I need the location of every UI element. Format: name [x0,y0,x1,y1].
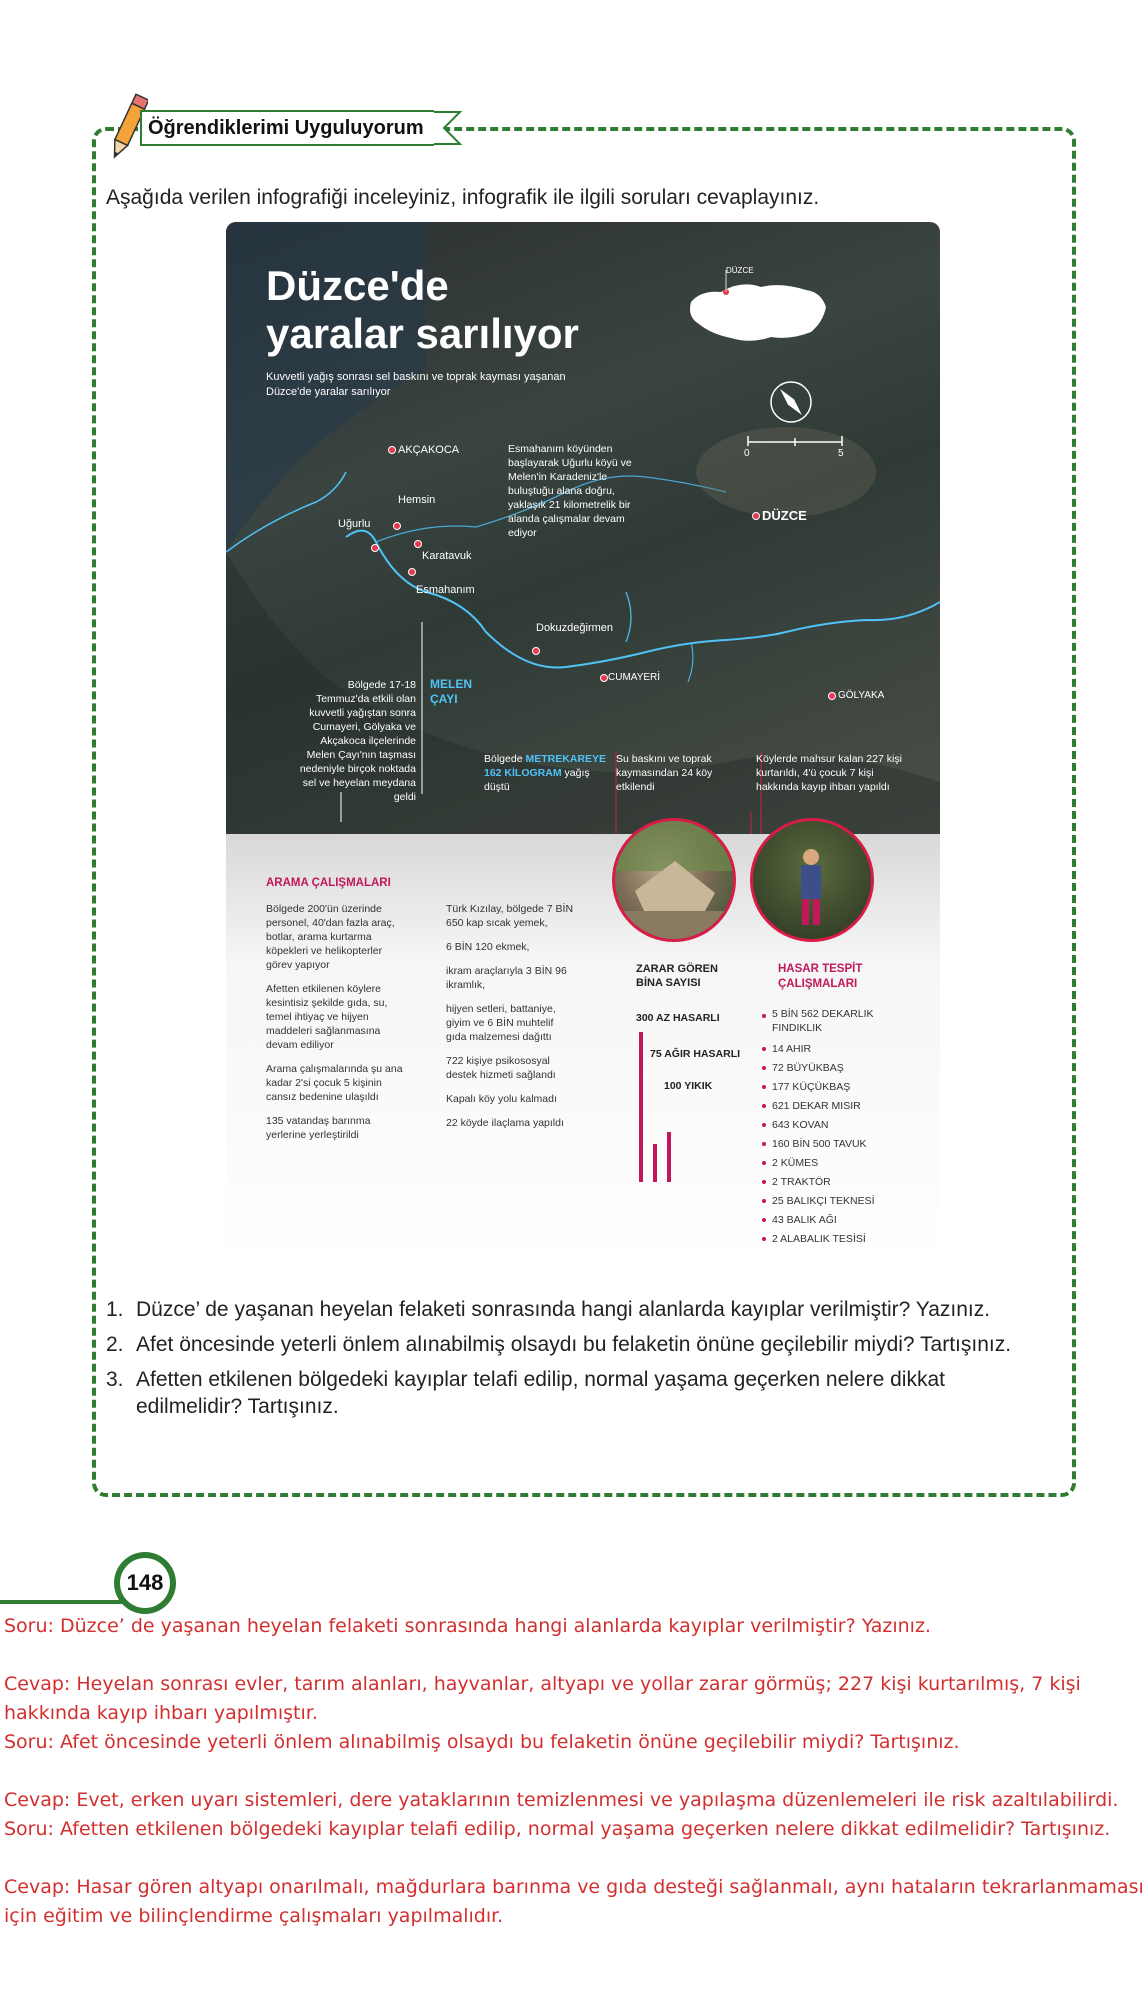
page-number: 148 [120,1558,170,1608]
rescue-worker-icon [753,821,871,939]
assessment-item: 177 KÜÇÜKBAŞ [762,1078,922,1097]
assessment-item: 2 ALABALIK TESİSİ [762,1230,922,1249]
search-item: Afetten etkilenen köylere kesintisiz şekilde gıda, su, temel ihtiyaç ve hijyen maddeleri sağlanmasına devam ediliyor [266,983,388,1051]
question-text: Afet öncesinde yeterli önlem alınabilmiş olsaydı bu felaketin önüne geçilebilir miydi? Tartışınız. [136,1333,1012,1356]
turkey-minimap [681,262,831,362]
note-rain-suffix: yağış düştü [484,767,590,793]
assessment-item: 621 DEKAR MISIR [762,1097,922,1116]
place-hemsin: Hemsin [398,494,436,506]
question-number: 2. [106,1333,124,1356]
note-rescued: Köylerde mahsur kalan 227 kişi kurtarıldı, 4'ü çocuk 7 kişi hakkında kayıp ihbarı yapıldı [756,753,902,793]
answer-text: Cevap: Heyelan sonrası evler, tarım alanları, hayvanlar, altyapı ve yollar zarar görmüş; 227 kişi kurtarılmış, 7 kişi hakkında kayıp ihbarı yapılmıştır. [4,1673,1081,1724]
place-duzce: DÜZCE [762,508,807,523]
damage-bar [639,1032,643,1182]
infographic [226,222,940,1262]
ribbon-tail [434,110,462,146]
map-marker [371,544,379,552]
damage-assessment-list [762,1007,922,1249]
question-number: 1. [106,1298,124,1321]
title-line-2: yaralar sarılıyor [266,310,579,357]
answer-question: Soru: Düzce’ de yaşanan heyelan felaketi sonrasında hangi alanlarda kayıplar verilmiştir? Yazınız. [4,1615,931,1637]
section-title: Öğrendiklerimi Uyguluyorum [140,110,434,146]
assessment-item: 5 BİN 562 DEKARLIK FINDIKLIK [762,1007,922,1035]
search-item: Bölgede 200'ün üzerinde personel, 40'dan fazla araç, botlar, arama kurtarma köpekleri ve helikopterler görev yapıyor [266,903,395,971]
assessment-item: 43 BALIK AĞI [762,1211,922,1230]
section-ribbon [140,110,462,146]
question-item [106,1296,1056,1323]
map-marker [388,446,396,454]
assessment-item: 14 AHIR [762,1040,922,1059]
river-label-line-1: MELEN [430,677,472,691]
assessment-item: 2 TRAKTÖR [762,1173,922,1192]
kizilay-item: 22 köyde ilaçlama yapıldı [446,1117,564,1129]
question-item [106,1331,1056,1358]
search-title: ARAMA ÇALIŞMALARI [266,877,391,889]
answer-text: Cevap: Hasar gören altyapı onarılmalı, mağdurlara barınma ve gıda desteği sağlanmalı, aynı hataların tekrarlanmaması için eğitim ve bilinçlendirme çalışmaları yapılmalıdır. [4,1876,1144,1927]
search-item: 135 vatandaş barınma yerlerine yerleştirildi [266,1115,371,1141]
place-esmahanim: Esmahanım [416,584,475,596]
scale-bar [746,434,846,448]
damage-item: 100 YIKIK [664,1080,713,1092]
damaged-buildings-title: ZARAR GÖREN BİNA SAYISI [636,963,718,989]
kizilay-item: hijyen setleri, battaniye, giyim ve 6 BİN muhtelif gıda malzemesi dağıttı [446,1003,556,1043]
river-label [430,677,472,707]
flood-photo [612,818,736,942]
note-work-area: Esmahanım köyünden başlayarak Uğurlu köyü ve Melen'in Karadeniz'le buluştuğu alana doğru, yaklaşık 21 kilometrelik bir alanda çalışmalar devam ediyor [508,443,632,539]
title-line-1: Düzce'de [266,262,449,309]
instruction-text: Aşağıda verilen infografiği inceleyiniz, infografik ile ilgili soruları cevaplayınız. [106,186,820,209]
note-rain-highlight: METREKAREYE 162 KİLOGRAM [484,753,606,779]
infographic-subtitle: Kuvvetli yağış sonrası sel baskını ve toprak kayması yaşanan Düzce'de yaralar sarılıyor [266,371,566,398]
search-column-2 [446,902,576,1140]
damage-bar [653,1144,657,1182]
assessment-item: 643 KOVAN [762,1116,922,1135]
place-karatavuk: Karatavuk [422,550,472,562]
damage-item: 300 AZ HASARLI [636,1012,720,1024]
minimap-label: DÜZCE [726,266,754,275]
answer-section [4,1612,1144,1931]
river-label-line-2: ÇAYI [430,692,458,706]
kizilay-item: Türk Kızılay, bölgede 7 BİN 650 kap sıcak yemek, [446,903,574,929]
answer-text: Cevap: Evet, erken uyarı sistemleri, dere yataklarının temizlenmesi ve yapılaşma düzenlemeleri ile risk azaltılabilirdi. [4,1789,1119,1811]
note-affected: Bölgede 17-18 Temmuz'da etkili olan kuvvetli yağıştan sonra Cumayeri, Gölyaka ve Akçakoca ilçelerinde Melen Çayı'nın taşması nedeniyle birçok noktada sel ve heyelan meydana geldi [299,679,416,803]
map-marker [408,568,416,576]
place-dokuzdegirmen: Dokuzdeğirmen [536,622,614,634]
assessment-item: 72 BÜYÜKBAŞ [762,1059,922,1078]
damage-item: 75 AĞIR HASARLI [650,1048,741,1060]
page-number-line [0,1600,130,1604]
collapsed-house-icon [615,821,733,939]
question-text: Afetten etkilenen bölgedeki kayıplar telafi edilip, normal yaşama geçerken nelere dikkat edilmelidir? Tartışınız. [136,1368,945,1418]
assessment-item: 2 KÜMES [762,1154,922,1173]
infographic-title [266,262,626,358]
place-golyaka: GÖLYAKA [838,690,885,701]
map-marker [752,512,760,520]
scale-start: 0 [744,448,750,459]
search-column-1 [266,902,406,1152]
damage-assessment-title: HASAR TESPİT ÇALIŞMALARI [778,963,863,990]
place-ugurlu: Uğurlu [338,518,371,530]
answer-question: Soru: Afet öncesinde yeterli önlem alınabilmiş olsaydı bu felaketin önüne geçilebilir miydi? Tartışınız. [4,1731,960,1753]
assessment-item: 160 BİN 500 TAVUK [762,1135,922,1154]
question-item [106,1366,1056,1420]
rescue-photo [750,818,874,942]
damage-bar [667,1132,671,1182]
note-rain-prefix: Bölgede [484,753,523,765]
place-akcakoca: AKÇAKOCA [398,444,460,456]
kizilay-item: ikram araçlarıyla 3 BİN 96 ikramlık, [446,965,567,991]
map-marker [532,647,540,655]
question-text: Düzce’ de yaşanan heyelan felaketi sonrasında hangi alanlarda kayıplar verilmiştir? Yazınız. [136,1298,991,1321]
note-villages: Su baskını ve toprak kaymasından 24 köy etkilendi [616,753,713,793]
kizilay-item: 722 kişiye psikososyal destek hizmeti sağlandı [446,1055,556,1081]
answer-question: Soru: Afetten etkilenen bölgedeki kayıplar telafi edilip, normal yaşama geçerken nelere dikkat edilmelidir? Tartışınız. [4,1818,1111,1840]
map-marker [828,692,836,700]
compass-icon [766,377,816,427]
search-item: Arama çalışmalarında şu ana kadar 2'si çocuk 5 kişinin cansız bedenine ulaşıldı [266,1063,403,1103]
place-cumayeri: CUMAYERİ [608,672,661,683]
question-list [106,1296,1056,1428]
note-rain [484,752,608,794]
map-marker [600,674,608,682]
kizilay-item: Kapalı köy yolu kalmadı [446,1093,557,1105]
assessment-item: 25 BALIKÇI TEKNESİ [762,1192,922,1211]
map-marker [393,522,401,530]
map-marker [414,540,422,548]
question-number: 3. [106,1368,124,1391]
kizilay-item: 6 BİN 120 ekmek, [446,941,530,953]
scale-end: 5 [838,448,844,459]
